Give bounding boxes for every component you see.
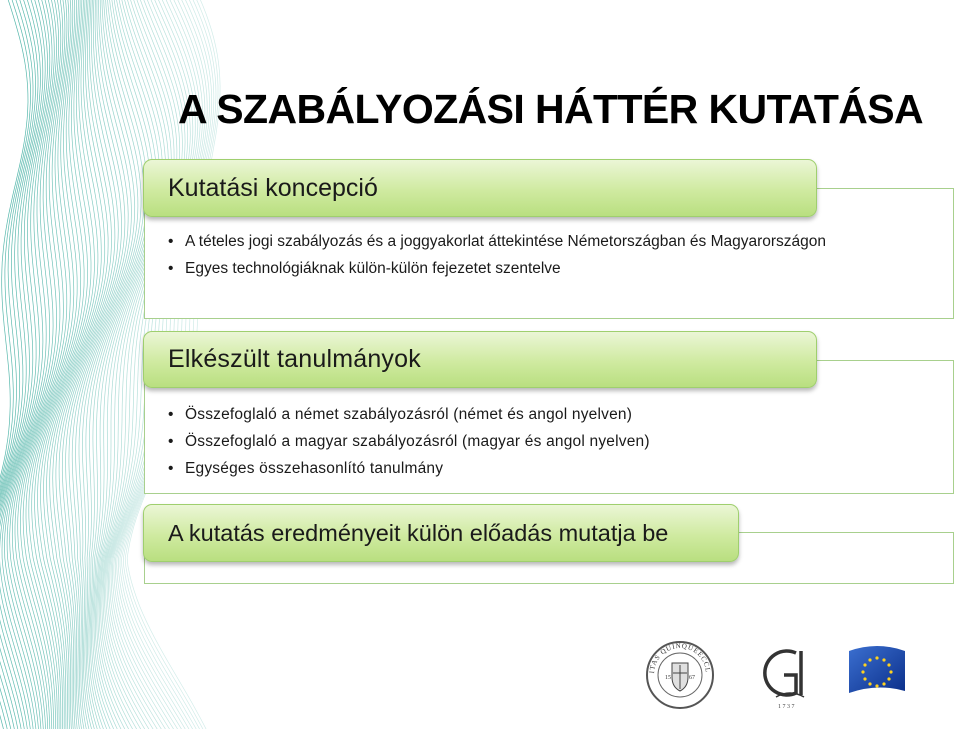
list-item: • Egyes technológiáknak külön-külön fejezetet szentelve bbox=[168, 257, 868, 280]
section-concept-bullets bbox=[168, 230, 868, 284]
svg-text:1 7 3 7: 1 7 3 7 bbox=[778, 704, 795, 709]
section-studies-heading bbox=[143, 331, 817, 388]
list-item: • Összefoglaló a német szabályozásról (német és angol nyelven) bbox=[168, 401, 908, 428]
list-item: • A tételes jogi szabályozás és a joggyakorlat áttekintése Németországban és Magyarországon bbox=[168, 230, 868, 253]
gi-monogram-icon bbox=[765, 651, 804, 709]
university-seal-icon bbox=[646, 641, 713, 708]
svg-text:15: 15 bbox=[665, 675, 671, 681]
section-results-heading-text: A kutatás eredményeit külön előadás mutatja be bbox=[168, 519, 669, 546]
section-concept-heading bbox=[143, 159, 817, 217]
eu-flag-icon bbox=[849, 646, 905, 693]
svg-text:67: 67 bbox=[689, 675, 695, 681]
section-studies-bullets bbox=[168, 401, 908, 482]
section-concept-heading-text: Kutatási koncepció bbox=[168, 173, 378, 202]
slide-title: A SZABÁLYOZÁSI HÁTTÉR KUTATÁSA bbox=[178, 86, 924, 132]
list-item: • Egységes összehasonlító tanulmány bbox=[168, 455, 908, 482]
section-results-heading bbox=[143, 504, 739, 562]
section-studies-heading-text: Elkészült tanulmányok bbox=[168, 345, 421, 373]
list-item: • Összefoglaló a magyar szabályozásról (magyar és angol nyelven) bbox=[168, 428, 908, 455]
logo-row bbox=[646, 641, 906, 709]
svg-text:UNIVERSITAS QUINQUEECCLESIENSI: ITAS QUINQUEECCL bbox=[647, 641, 713, 674]
